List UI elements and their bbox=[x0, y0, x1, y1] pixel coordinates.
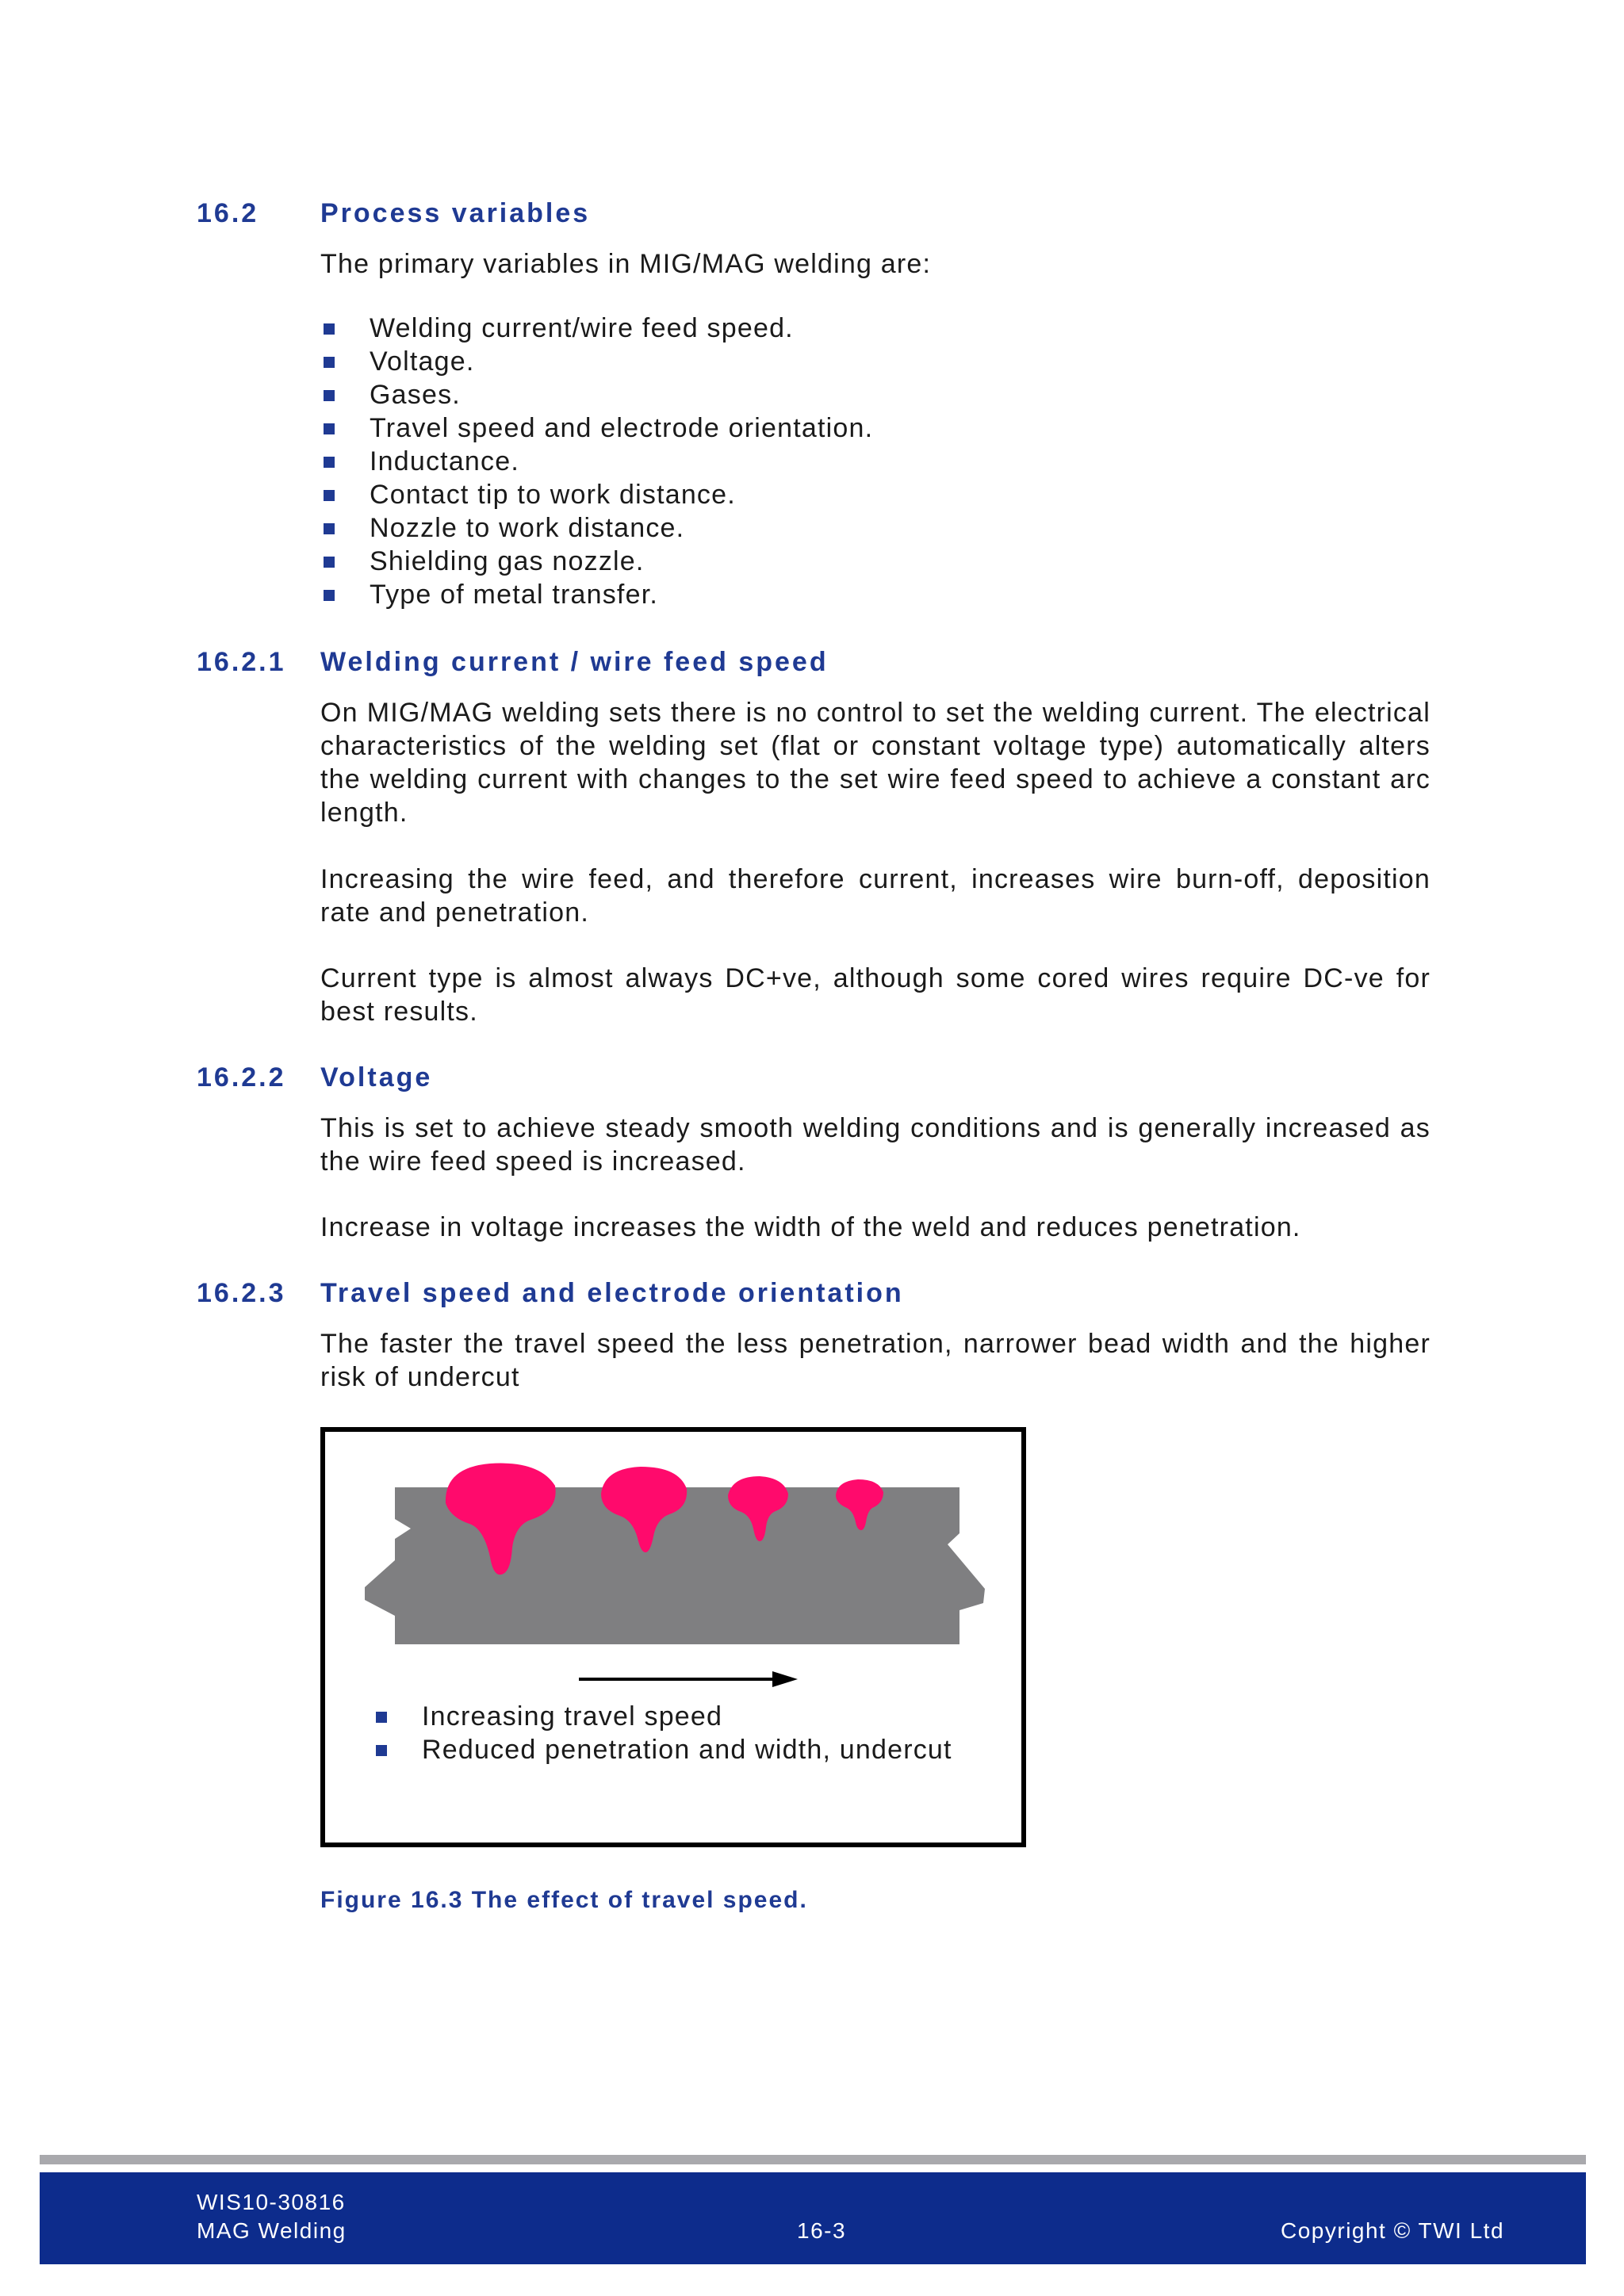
paragraph: The faster the travel speed the less penetration, narrower bead width and the higher risk of undercut bbox=[320, 1329, 1431, 1392]
subsection-number: 16.2.2 bbox=[197, 1062, 286, 1093]
section-number: 16.2 bbox=[197, 198, 259, 228]
list-item: Shielding gas nozzle. bbox=[320, 545, 873, 578]
list-item: Welding current/wire feed speed. bbox=[320, 312, 873, 345]
bullet-square-icon bbox=[324, 523, 335, 534]
list-item: Nozzle to work distance. bbox=[320, 511, 873, 545]
bullet-square-icon bbox=[324, 590, 335, 601]
subsection-number: 16.2.1 bbox=[197, 647, 286, 677]
subsection-title: Travel speed and electrode orientation bbox=[320, 1278, 904, 1308]
page-footer bbox=[40, 2172, 1586, 2264]
bullet-square-icon bbox=[376, 1712, 387, 1723]
paragraph: Increase in voltage increases the width of the weld and reduces penetration. bbox=[320, 1212, 1301, 1242]
list-item: Travel speed and electrode orientation. bbox=[320, 411, 873, 445]
bullet-square-icon bbox=[324, 423, 335, 434]
footer-doc-id: WIS10-30816 bbox=[197, 2190, 346, 2214]
paragraph: This is set to achieve steady smooth welding conditions and is generally increased as the wire feed speed is increased. bbox=[320, 1113, 1431, 1177]
intro-paragraph: The primary variables in MIG/MAG welding are: bbox=[320, 249, 932, 279]
paragraph: Increasing the wire feed, and therefore current, increases wire burn-off, deposition rate and penetration. bbox=[320, 864, 1431, 928]
list-item: Gases. bbox=[320, 378, 873, 411]
figure-legend bbox=[373, 1700, 952, 1766]
list-item: Voltage. bbox=[320, 345, 873, 378]
footer-copyright: Copyright © TWI Ltd bbox=[1281, 2218, 1505, 2243]
list-item: Reduced penetration and width, undercut bbox=[373, 1733, 952, 1766]
bullet-square-icon bbox=[376, 1745, 387, 1756]
footer-rule bbox=[40, 2155, 1586, 2164]
list-item: Contact tip to work distance. bbox=[320, 478, 873, 511]
bullet-square-icon bbox=[324, 490, 335, 501]
list-item: Type of metal transfer. bbox=[320, 578, 873, 611]
bullet-square-icon bbox=[324, 457, 335, 468]
arrow-head-icon bbox=[772, 1671, 798, 1687]
footer-chapter: MAG Welding bbox=[197, 2218, 347, 2243]
subsection-title: Voltage bbox=[320, 1062, 433, 1093]
bullet-square-icon bbox=[324, 357, 335, 368]
figure-caption: Figure 16.3 The effect of travel speed. bbox=[320, 1887, 808, 1913]
bullet-square-icon bbox=[324, 557, 335, 568]
list-item: Increasing travel speed bbox=[373, 1700, 952, 1733]
list-item: Inductance. bbox=[320, 445, 873, 478]
figure-travel-speed bbox=[320, 1427, 1026, 1847]
variables-list bbox=[320, 312, 873, 611]
subsection-number: 16.2.3 bbox=[197, 1278, 286, 1308]
subsection-title: Welding current / wire feed speed bbox=[320, 647, 829, 677]
footer-page-number: 16-3 bbox=[797, 2218, 847, 2243]
bullet-square-icon bbox=[324, 390, 335, 401]
bullet-square-icon bbox=[324, 323, 335, 335]
paragraph: Current type is almost always DC+ve, although some cored wires require DC-ve for best results. bbox=[320, 963, 1431, 1027]
paragraph: On MIG/MAG welding sets there is no control to set the welding current. The electrical characteristics of the welding set (flat or constant voltage type) automatically alters the welding current with changes to the set wire feed speed to achieve a constant arc length. bbox=[320, 698, 1431, 828]
section-title: Process variables bbox=[320, 198, 591, 228]
weld-bead-diagram bbox=[325, 1432, 1023, 1693]
